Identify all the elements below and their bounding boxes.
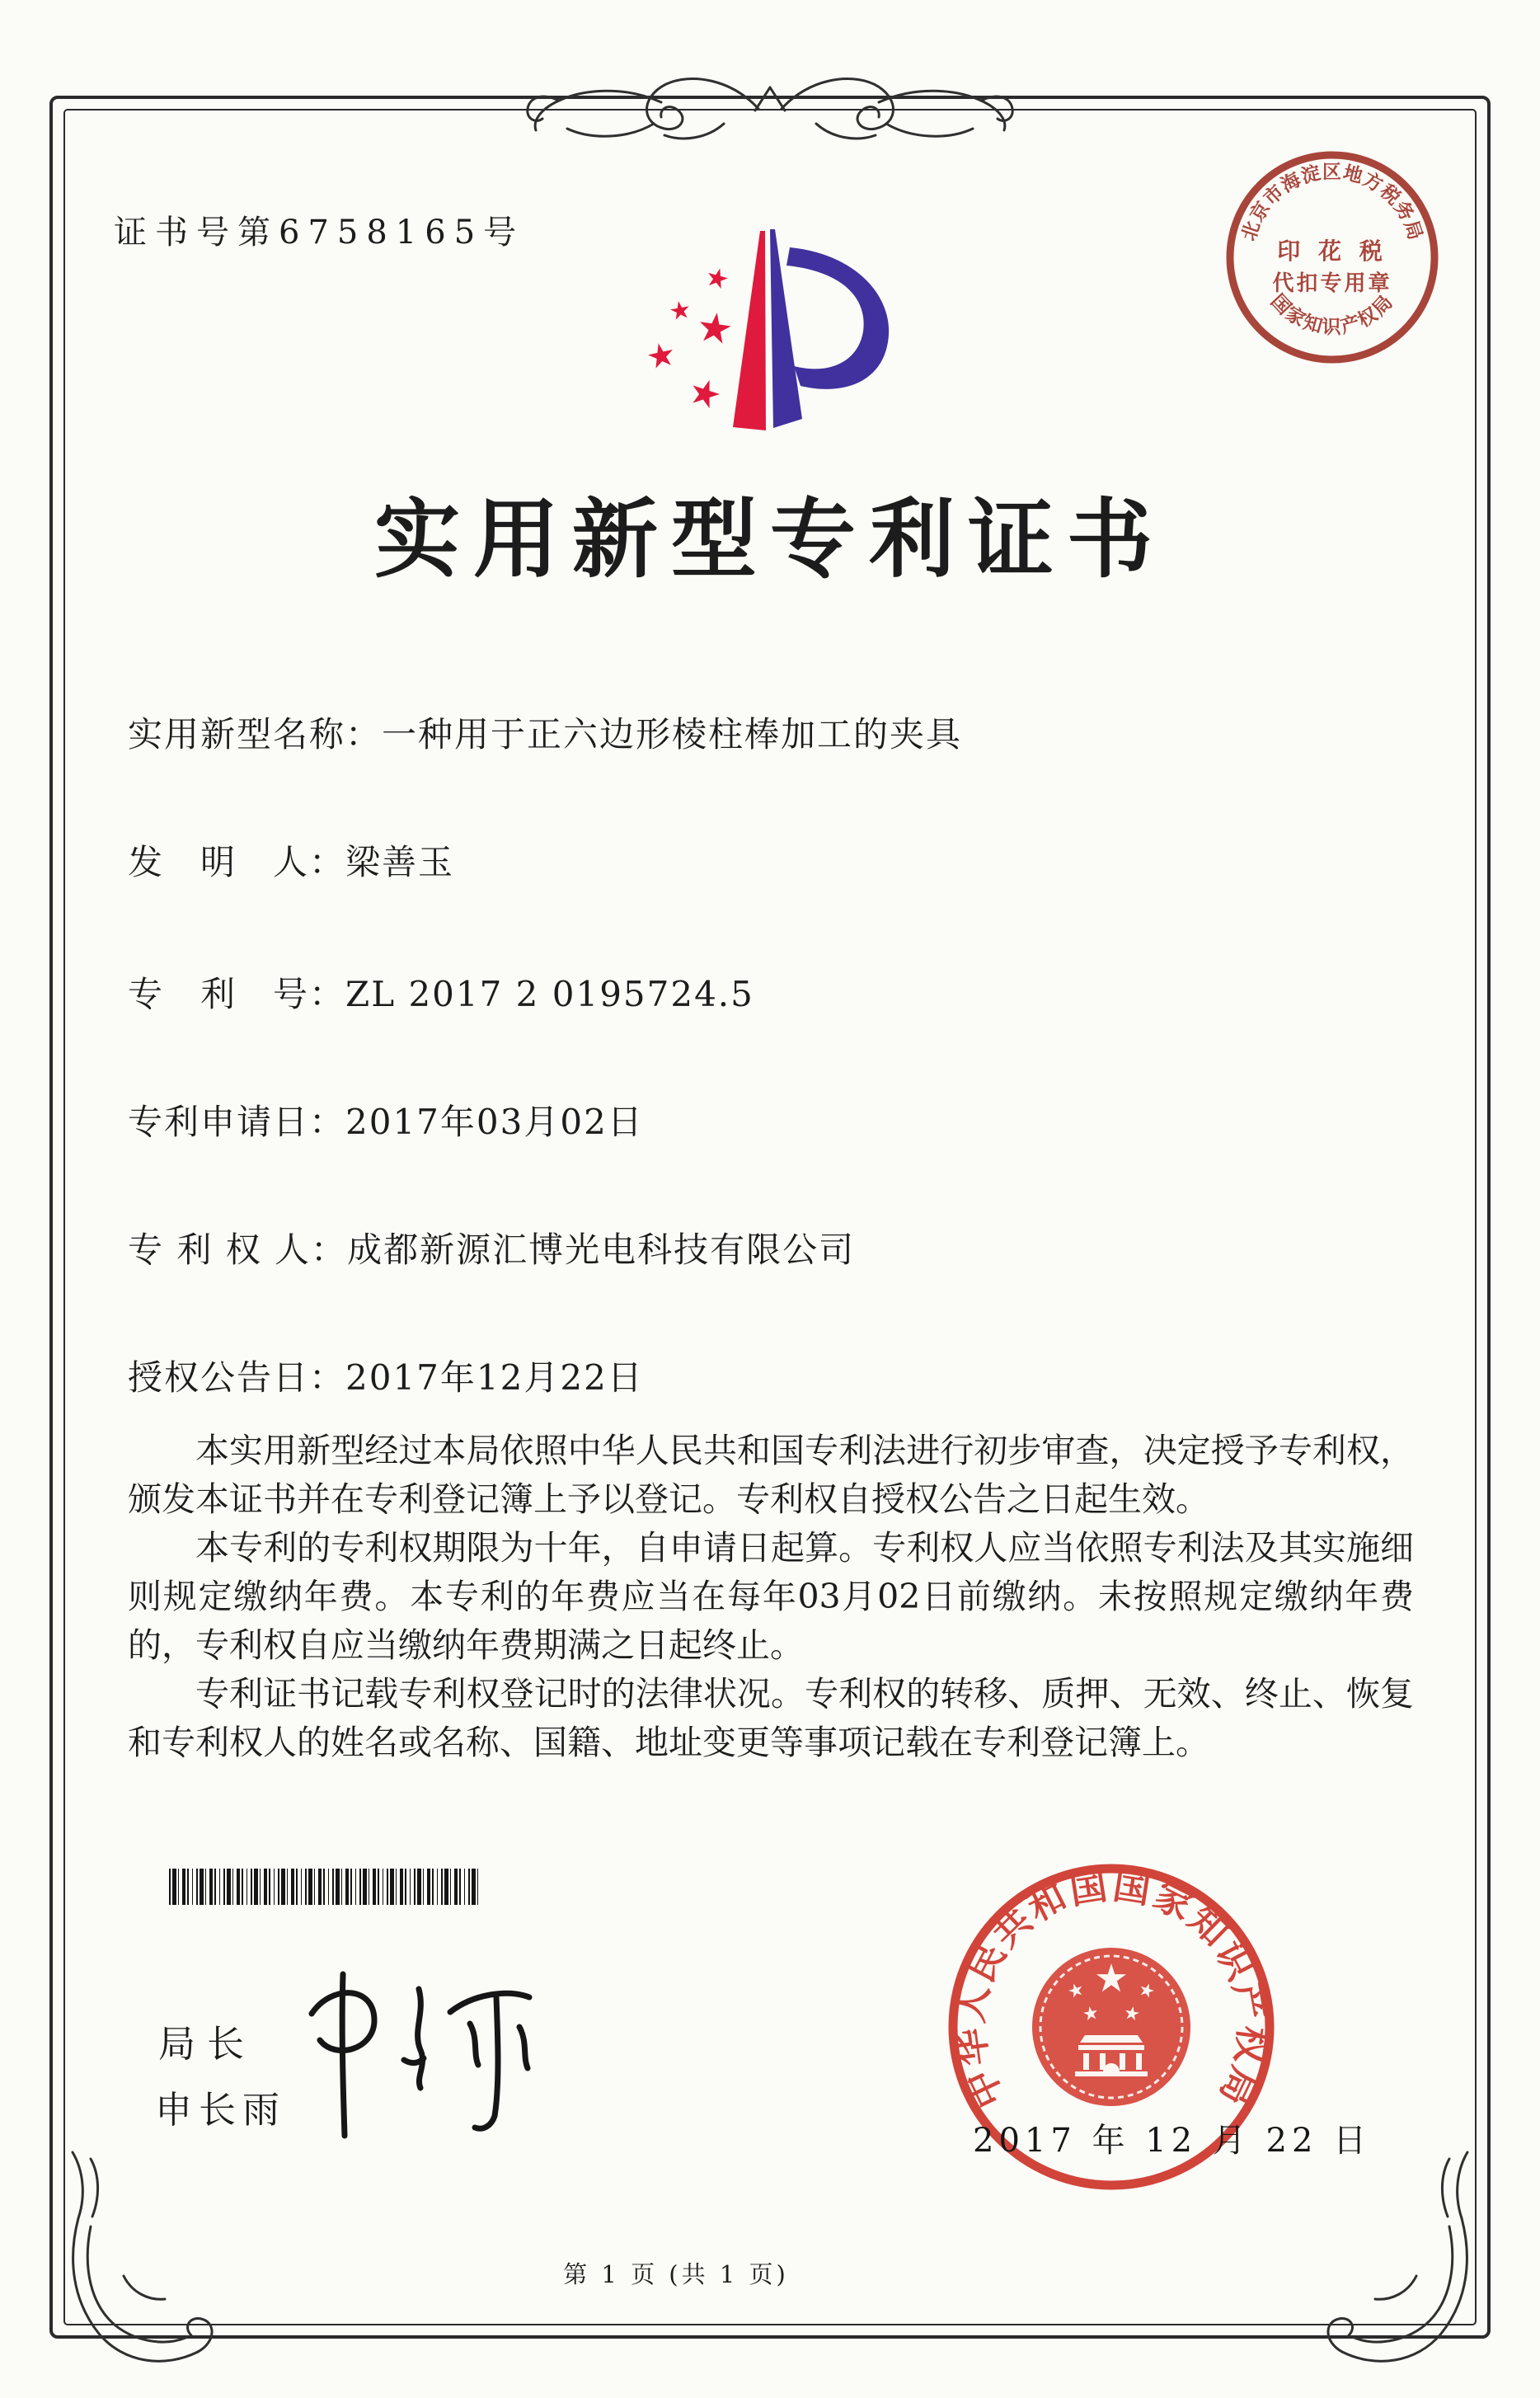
field-label: 发 明 人： bbox=[128, 842, 346, 882]
paragraph-register: 专利证书记载专利权登记时的法律状况。专利权的转移、质押、无效、终止、恢复和专利权人的姓名或名称、国籍、地址变更等事项记载在专利登记簿上。 bbox=[128, 1674, 1414, 1762]
field-value: 一种用于正六边形棱柱棒加工的夹具 bbox=[382, 714, 963, 755]
field-patent-number bbox=[128, 967, 754, 1017]
field-filing-date bbox=[128, 1095, 644, 1145]
field-label: 实用新型名称： bbox=[128, 714, 383, 755]
patent-office-logo-icon bbox=[639, 224, 894, 439]
tax-stamp-line1: 印 花 税 bbox=[1277, 237, 1387, 265]
paragraph-grant: 本实用新型经过本局依照中华人民共和国专利法进行初步审查，决定授予专利权，颁发本证书并在专利登记簿上予以登记。专利权自授权公告之日起生效。 bbox=[128, 1431, 1414, 1519]
field-inventor bbox=[128, 835, 454, 885]
svg-text:国家知识产权局 bbox=[1266, 290, 1398, 338]
barcode bbox=[169, 1869, 479, 1905]
certificate-number: 证书号第6758165号 bbox=[114, 214, 525, 252]
corner-flourish-left bbox=[73, 2152, 212, 2361]
field-value: 成都新源汇博光电科技有限公司 bbox=[347, 1230, 856, 1270]
svg-text:北京市海淀区地方税务局 bbox=[1237, 161, 1427, 243]
director-signature bbox=[289, 1961, 561, 2151]
legal-body-text bbox=[128, 1427, 1414, 1767]
national-emblem-icon bbox=[1032, 1948, 1190, 2106]
tax-stamp-seal bbox=[1222, 147, 1443, 368]
seal-date: 2017 年 12 月 22 日 bbox=[973, 2122, 1372, 2160]
corner-flourish-right bbox=[1328, 2152, 1467, 2361]
tax-stamp-arc-bottom: 国家知识产权局 bbox=[1266, 289, 1398, 339]
field-label: 授权公告日： bbox=[128, 1357, 346, 1398]
field-value: ZL 2017 2 0195724.5 bbox=[345, 974, 754, 1014]
director-title-label: 局长 bbox=[158, 2022, 256, 2066]
field-label: 专 利 权 人： bbox=[128, 1230, 348, 1270]
field-grant-date bbox=[128, 1351, 644, 1400]
field-value: 2017年03月02日 bbox=[345, 1102, 644, 1142]
tax-stamp-arc-top: 北京市海淀区地方税务局 bbox=[1237, 160, 1427, 244]
page-number-footer: 第 1 页 (共 1 页) bbox=[563, 2260, 789, 2288]
field-label: 专 利 号： bbox=[128, 974, 346, 1014]
tax-stamp-line2: 代扣专用章 bbox=[1272, 271, 1392, 296]
field-value: 2017年12月22日 bbox=[345, 1357, 644, 1398]
paragraph-term-fees: 本专利的专利权期限为十年，自申请日起算。专利权人应当依照专利法及其实施细则规定缴纳年费。本专利的年费应当在每年03月02日前缴纳。未按照规定缴纳年费的，专利权自应当缴纳年费期满之日起终止。 bbox=[128, 1528, 1414, 1665]
field-patentee bbox=[128, 1223, 855, 1272]
field-label: 专利申请日： bbox=[128, 1102, 346, 1142]
office-seal-arc-text: 中华人民共和国国家知识产权局 bbox=[947, 1863, 1275, 2115]
top-ornament bbox=[528, 78, 1012, 138]
field-utility-model-name bbox=[128, 708, 962, 757]
director-name: 申长雨 bbox=[155, 2088, 287, 2132]
certificate-title: 实用新型专利证书 bbox=[373, 488, 1166, 590]
field-value: 梁善玉 bbox=[345, 842, 455, 882]
